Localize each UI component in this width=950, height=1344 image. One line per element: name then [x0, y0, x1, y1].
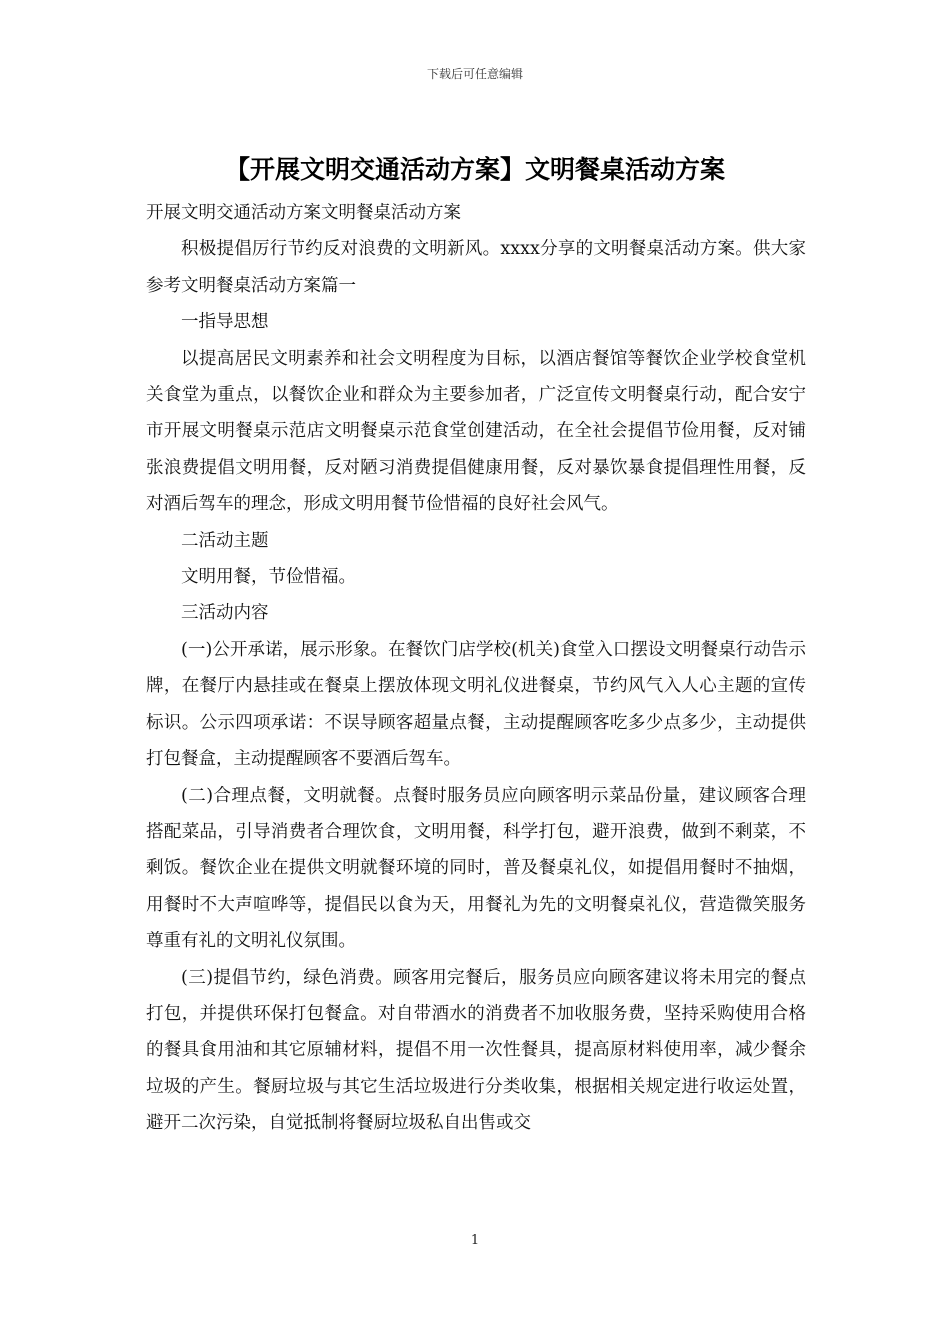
activity-content-item-1: (一)公开承诺，展示形象。在餐饮门店学校(机关)食堂入口摆设文明餐桌行动告示牌，在餐厅内悬挂或在餐桌上摆放体现文明礼仪进餐桌，节约风气入人心主题的宣传标识。公示四项承诺：不误导顾客超量点餐，主动提醒顾客吃多少点多少，主动提供打包餐盒，主动提醒顾客不要酒后驾车。	[146, 639, 806, 770]
section-heading-activity-content: 三活动内容	[181, 603, 269, 624]
activity-content-item-2: (二)合理点餐，文明就餐。点餐时服务员应向顾客明示菜品份量，建议顾客合理搭配菜品，引导消费者合理饮食，文明用餐，科学打包，避开浪费，做到不剩菜，不剩饭。餐饮企业在提供文明就餐环境的同时，普及餐桌礼仪，如提倡用餐时不抽烟，用餐时不大声喧哗等，提倡民以食为天，用餐礼为先的文明餐桌礼仪，营造微笑服务尊重有礼的文明礼仪氛围。	[146, 785, 806, 952]
page-header-note: 下载后可任意编辑	[426, 67, 523, 81]
document-title: 【开展文明交通活动方案】文明餐桌活动方案	[224, 155, 725, 184]
document-subtitle: 开展文明交通活动方案文明餐桌活动方案	[146, 203, 461, 223]
guiding-ideology-paragraph: 以提高居民文明素养和社会文明程度为目标，以酒店餐馆等餐饮企业学校食堂机关食堂为重点，以餐饮企业和群众为主要参加者，广泛宣传文明餐桌行动，配合安宁市开展文明餐桌示范店文明餐桌示范食堂创建活动，在全社会提倡节俭用餐，反对铺张浪费提倡文明用餐，反对陋习消费提倡健康用餐，反对暴饮暴食提倡理性用餐，反对酒后驾车的理念，形成文明用餐节俭惜福的良好社会风气。	[146, 348, 806, 515]
activity-theme-paragraph: 文明用餐，节俭惜福。	[181, 567, 356, 588]
intro-paragraph: 积极提倡厉行节约反对浪费的文明新风。xxxx分享的文明餐桌活动方案。供大家参考文明餐桌活动方案篇一	[146, 239, 806, 296]
section-heading-activity-theme: 二活动主题	[181, 530, 269, 551]
activity-content-item-3: (三)提倡节约，绿色消费。顾客用完餐后，服务员应向顾客建议将未用完的餐点打包，并提供环保打包餐盒。对自带酒水的消费者不加收服务费，坚持采购使用合格的餐具食用油和其它原辅材料，提倡不用一次性餐具，提高原材料使用率，减少餐余垃圾的产生。餐厨垃圾与其它生活垃圾进行分类收集，根据相关规定进行收运处置，避开二次污染，自觉抵制将餐厨垃圾私自出售或交	[146, 967, 806, 1134]
section-heading-guiding-ideology: 一指导思想	[181, 312, 269, 333]
page-number: 1	[470, 1233, 480, 1248]
document-body	[146, 195, 806, 1142]
